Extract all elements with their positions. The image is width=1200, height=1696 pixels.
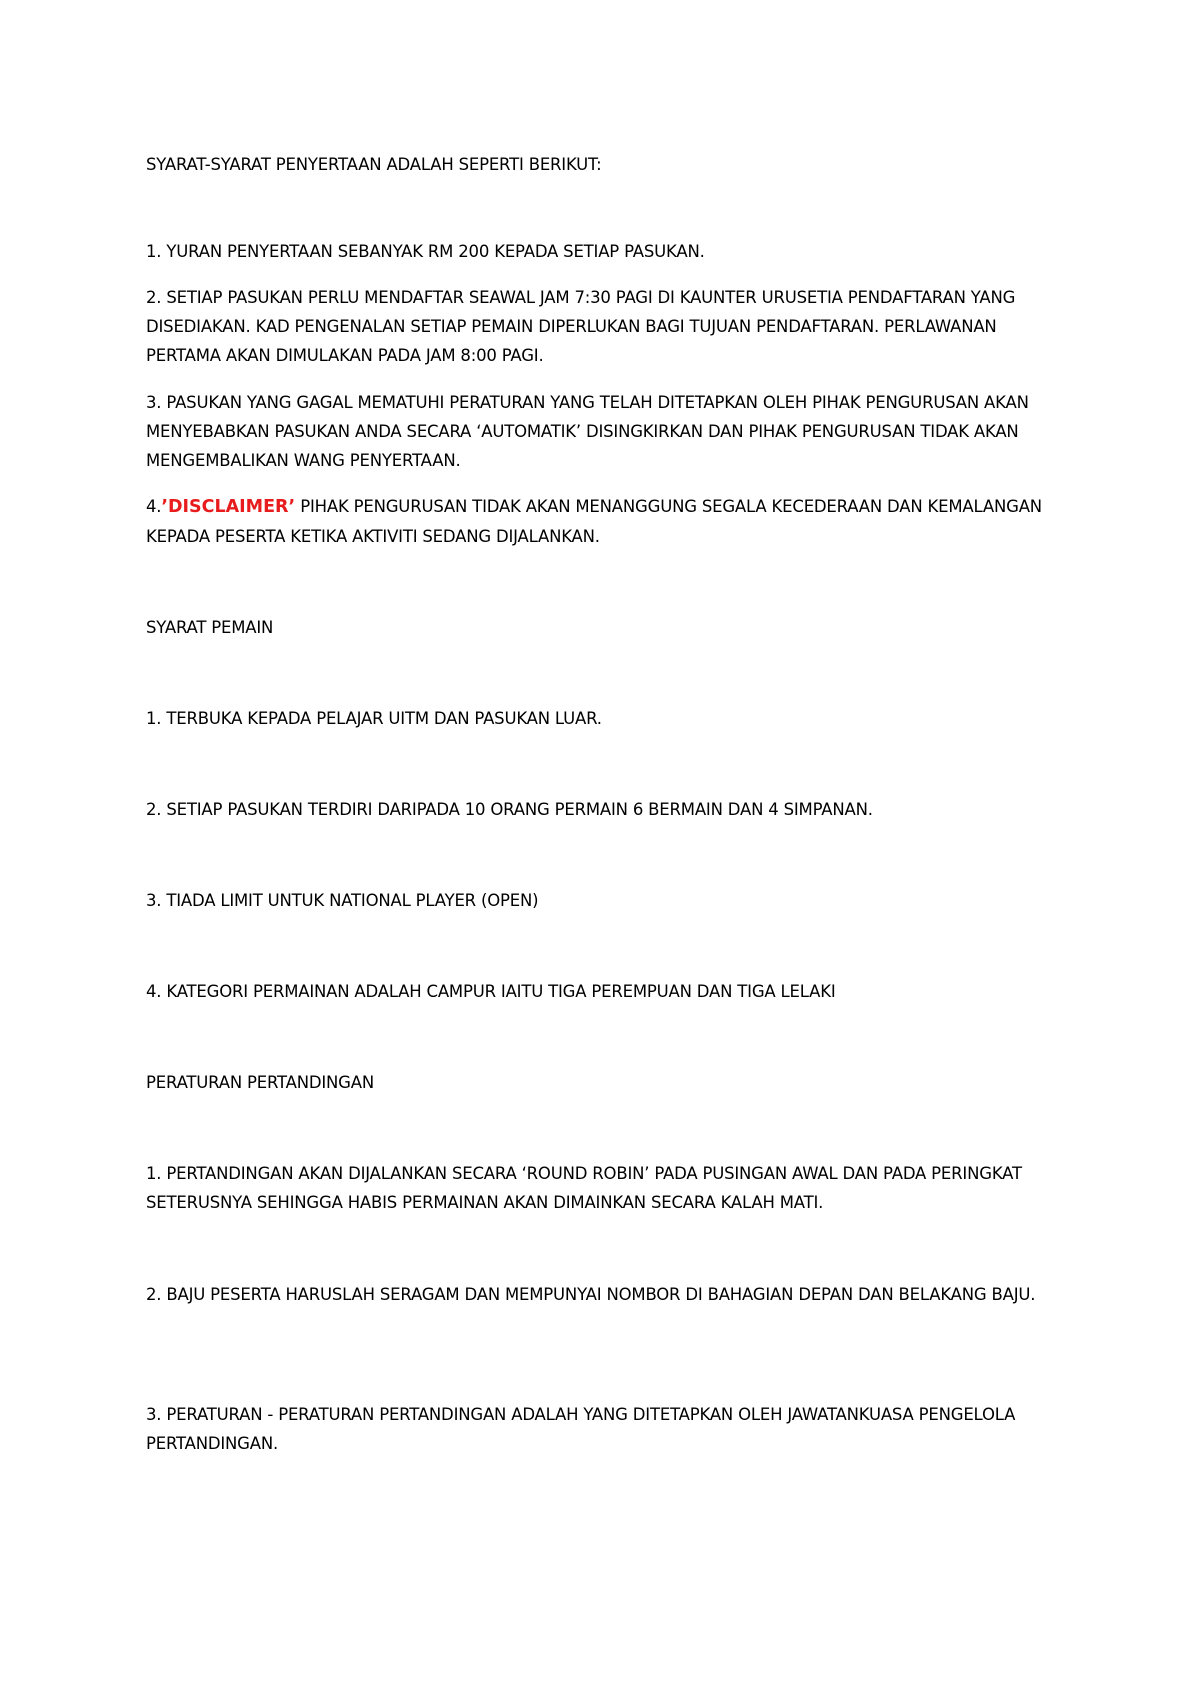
disclaimer-label: ’DISCLAIMER’ [161,497,296,517]
list-item: 2. BAJU PESERTA HARUSLAH SERAGAM DAN MEMPUNYAI NOMBOR DI BAHAGIAN DEPAN DAN BELAKANG BAJU. [146,1285,1036,1304]
list-item-number: 4. [146,497,162,516]
list-item: 3. PERATURAN - PERATURAN PERTANDINGAN ADALAH YANG DITETAPKAN OLEH JAWATANKUASA PENGELOLA PERTANDINGAN. [146,1405,1016,1453]
list-item: 3. TIADA LIMIT UNTUK NATIONAL PLAYER (OPEN) [146,891,539,910]
section-heading-syarat-penyertaan: SYARAT-SYARAT PENYERTAAN ADALAH SEPERTI BERIKUT: [146,155,602,174]
list-item: 1. TERBUKA KEPADA PELAJAR UITM DAN PASUKAN LUAR. [146,709,602,728]
disclaimer-text: PIHAK PENGURUSAN TIDAK AKAN MENANGGUNG SEGALA KECEDERAAN DAN KEMALANGAN KEPADA PESERTA KETIKA AKTIVITI SEDANG DIJALANKAN. [146,497,1042,546]
list-item: 1. PERTANDINGAN AKAN DIJALANKAN SECARA ‘ROUND ROBIN’ PADA PUSINGAN AWAL DAN PADA PERINGKAT SETERUSNYA SEHINGGA HABIS PERMAINAN AKAN DIMAINKAN SECARA KALAH MATI. [146,1164,1022,1212]
list-item: 2. SETIAP PASUKAN TERDIRI DARIPADA 10 ORANG PERMAIN 6 BERMAIN DAN 4 SIMPANAN. [146,800,873,819]
list-item: 1. YURAN PENYERTAAN SEBANYAK RM 200 KEPADA SETIAP PASUKAN. [146,242,705,261]
list-item: 2. SETIAP PASUKAN PERLU MENDAFTAR SEAWAL JAM 7:30 PAGI DI KAUNTER URUSETIA PENDAFTARAN YANG DISEDIAKAN. KAD PENGENALAN SETIAP PEMAIN DIPERLUKAN BAGI TUJUAN PENDAFTARAN. PERLAWANAN PERTAMA AKAN DIMULAKAN PADA JAM 8:00 PAGI. [146,288,1016,365]
section-heading-peraturan-pertandingan: PERATURAN PERTANDINGAN [146,1073,375,1092]
section-heading-syarat-pemain: SYARAT PEMAIN [146,618,274,637]
list-item: 4. KATEGORI PERMAINAN ADALAH CAMPUR IAITU TIGA PEREMPUAN DAN TIGA LELAKI [146,982,836,1001]
list-item: 3. PASUKAN YANG GAGAL MEMATUHI PERATURAN YANG TELAH DITETAPKAN OLEH PIHAK PENGURUSAN AKAN MENYEBABKAN PASUKAN ANDA SECARA ‘AUTOMATIK’ DISINGKIRKAN DAN PIHAK PENGURUSAN TIDAK AKAN MENGEMBALIKAN WANG PENYERTAAN. [146,393,1029,470]
list-item-disclaimer [146,492,1046,551]
